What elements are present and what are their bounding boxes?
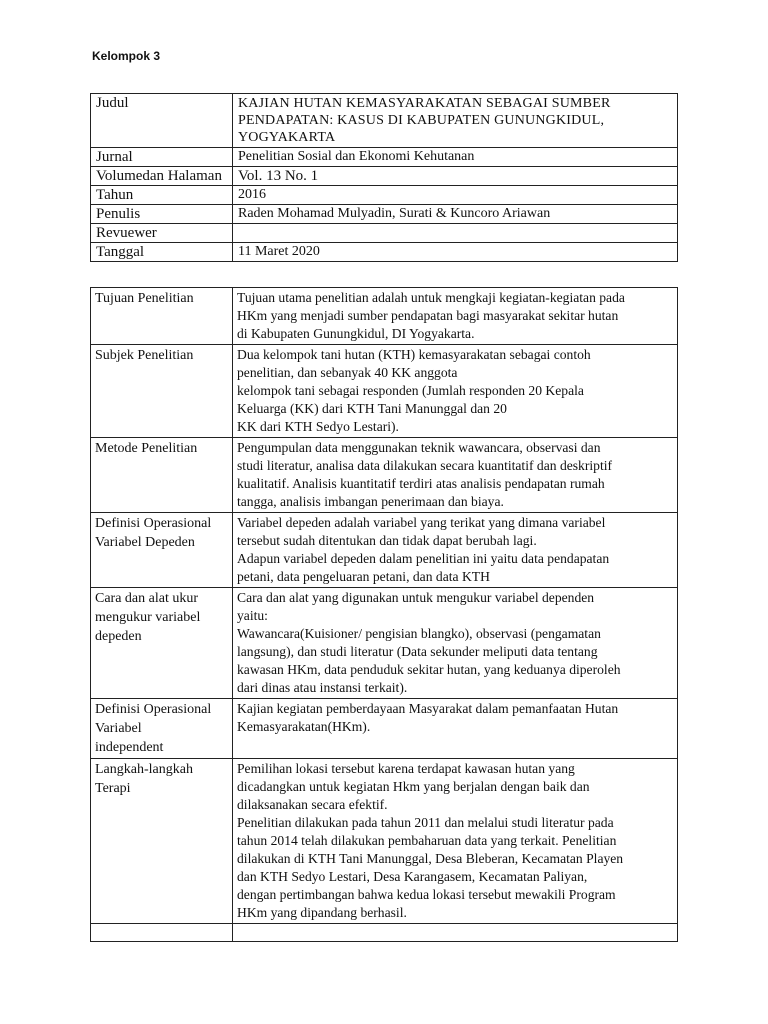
meta-row-title: [91, 94, 678, 148]
summary-line: Pemilihan lokasi tersebut karena terdapat kawasan hutan yang: [237, 761, 575, 776]
summary-line: Adapun variabel depeden dalam penelitian ini yaitu data pendapatan: [237, 551, 610, 566]
summary-line: HKm yang menjadi sumber pendapatan bagi masyarakat sekitar hutan: [237, 308, 619, 323]
summary-key-line: Variabel Depeden: [95, 535, 195, 550]
summary-value: [233, 759, 678, 924]
summary-value: [233, 513, 678, 588]
empty-cell: [233, 924, 678, 942]
date-value: 11 Maret 2020: [233, 243, 678, 262]
summary-key-line: Subjek Penelitian: [95, 348, 194, 363]
summary-row: [91, 588, 678, 699]
summary-row: [91, 288, 678, 345]
summary-line: Wawancara(Kuisioner/ pengisian blangko), observasi (pengamatan: [237, 626, 601, 641]
meta-row-volume: [91, 167, 678, 186]
empty-cell: [91, 924, 233, 942]
summary-row: [91, 513, 678, 588]
summary-key: [91, 699, 233, 759]
journal-name: Penelitian Sosial dan Ekonomi Kehutanan: [233, 148, 678, 167]
summary-row: [91, 438, 678, 513]
summary-line: kawasan HKm, data penduduk sekitar hutan, yang keduanya diperoleh: [237, 662, 621, 677]
meta-key: Tanggal: [91, 243, 233, 262]
summary-line: di Kabupaten Gunungkidul, DI Yogyakarta.: [237, 326, 475, 341]
summary-line: dengan pertimbangan bahwa kedua lokasi tersebut mewakili Program: [237, 887, 616, 902]
summary-key-line: Cara dan alat ukur: [95, 591, 199, 606]
summary-key: [91, 588, 233, 699]
summary-line: Keluarga (KK) dari KTH Tani Manunggal dan 20: [237, 401, 507, 416]
summary-line: kualitatif. Analisis kuantitatif terdiri atas analisis pendapatan rumah: [237, 476, 605, 491]
summary-key-line: Definisi Operasional: [95, 516, 212, 531]
summary-line: dari dinas atau instansi terkait).: [237, 680, 408, 695]
summary-row: [91, 699, 678, 759]
group-label: Kelompok 3: [92, 49, 161, 63]
summary-key-line: Terapi: [95, 781, 131, 796]
summary-key-line: Definisi Operasional: [95, 702, 212, 717]
summary-key-line: mengukur variabel: [95, 610, 201, 625]
summary-line: HKm yang dipandang berhasil.: [237, 905, 407, 920]
summary-line: Variabel depeden adalah variabel yang terikat yang dimana variabel: [237, 515, 606, 530]
summary-value: [233, 438, 678, 513]
summary-line: kelompok tani sebagai responden (Jumlah responden 20 Kepala: [237, 383, 584, 398]
summary-line: Penelitian dilakukan pada tahun 2011 dan melalui studi literatur pada: [237, 815, 614, 830]
summary-line: langsung), dan studi literatur (Data sekunder meliputi data tentang: [237, 644, 598, 659]
meta-row-authors: [91, 205, 678, 224]
meta-row-year: [91, 186, 678, 205]
summary-row: [91, 759, 678, 924]
meta-key: Jurnal: [91, 148, 233, 167]
summary-line: dilakukan di KTH Tani Manunggal, Desa Bleberan, Kecamatan Playen: [237, 851, 624, 866]
summary-line: dan KTH Sedyo Lestari, Desa Karangasem, Kecamatan Paliyan,: [237, 869, 588, 884]
summary-value: [233, 345, 678, 438]
summary-line: studi literatur, analisa data dilakukan secara kuantitatif dan deskriptif: [237, 458, 613, 473]
summary-line: Pengumpulan data menggunakan teknik wawancara, observasi dan: [237, 440, 601, 455]
meta-row-journal: [91, 148, 678, 167]
volume-value: Vol. 13 No. 1: [233, 167, 678, 186]
year-value: 2016: [233, 186, 678, 205]
summary-key: [91, 345, 233, 438]
meta-key: Tahun: [91, 186, 233, 205]
summary-line: penelitian, dan sebanyak 40 KK anggota: [237, 365, 458, 380]
summary-value: [233, 699, 678, 759]
summary-key-line: Langkah-langkah: [95, 762, 193, 777]
summary-line: tangga, analisis imbangan penerimaan dan biaya.: [237, 494, 504, 509]
metadata-table: [90, 93, 678, 262]
summary-line: tersebut sudah ditentukan dan tidak dapat berubah lagi.: [237, 533, 537, 548]
empty-row: [91, 924, 678, 942]
summary-value: [233, 288, 678, 345]
summary-line: tahun 2014 telah dilakukan pembaharuan data yang terkait. Penelitian: [237, 833, 617, 848]
summary-line: dicadangkan untuk kegiatan Hkm yang berjalan dengan baik dan: [237, 779, 590, 794]
summary-line: Cara dan alat yang digunakan untuk mengukur variabel dependen: [237, 590, 595, 605]
summary-line: Dua kelompok tani hutan (KTH) kemasyarakatan sebagai contoh: [237, 347, 591, 362]
meta-row-date: [91, 243, 678, 262]
summary-key-line: Tujuan Penelitian: [95, 291, 194, 306]
meta-key: Penulis: [91, 205, 233, 224]
summary-line: KK dari KTH Sedyo Lestari).: [237, 419, 399, 434]
article-title: KAJIAN HUTAN KEMASYARAKATAN SEBAGAI SUMBER PENDAPATAN: KASUS DI KABUPATEN GUNUNGKIDUL, YOGYAKARTA: [233, 94, 678, 148]
summary-row: [91, 345, 678, 438]
summary-line: yaitu:: [237, 608, 268, 623]
reviewer-value: [233, 224, 678, 243]
summary-key-line: Metode Penelitian: [95, 441, 198, 456]
authors-value: Raden Mohamad Mulyadin, Surati & Kuncoro Ariawan: [233, 205, 678, 224]
summary-line: Tujuan utama penelitian adalah untuk mengkaji kegiatan-kegiatan pada: [237, 290, 625, 305]
summary-table: [90, 287, 678, 942]
summary-line: Kemasyarakatan(HKm).: [237, 719, 371, 734]
summary-key-line: independent: [95, 740, 164, 755]
summary-key-line: Variabel: [95, 721, 142, 736]
summary-line: Kajian kegiatan pemberdayaan Masyarakat dalam pemanfaatan Hutan: [237, 701, 619, 716]
summary-key: [91, 438, 233, 513]
summary-line: dilaksanakan secara efektif.: [237, 797, 388, 812]
summary-key: [91, 288, 233, 345]
summary-key: [91, 513, 233, 588]
meta-key: Volumedan Halaman: [91, 167, 233, 186]
summary-key-line: depeden: [95, 629, 142, 644]
meta-key: Judul: [91, 94, 233, 148]
summary-line: petani, data pengeluaran petani, dan data KTH: [237, 569, 490, 584]
meta-row-reviewer: [91, 224, 678, 243]
meta-key: Revuewer: [91, 224, 233, 243]
summary-value: [233, 588, 678, 699]
summary-key: [91, 759, 233, 924]
